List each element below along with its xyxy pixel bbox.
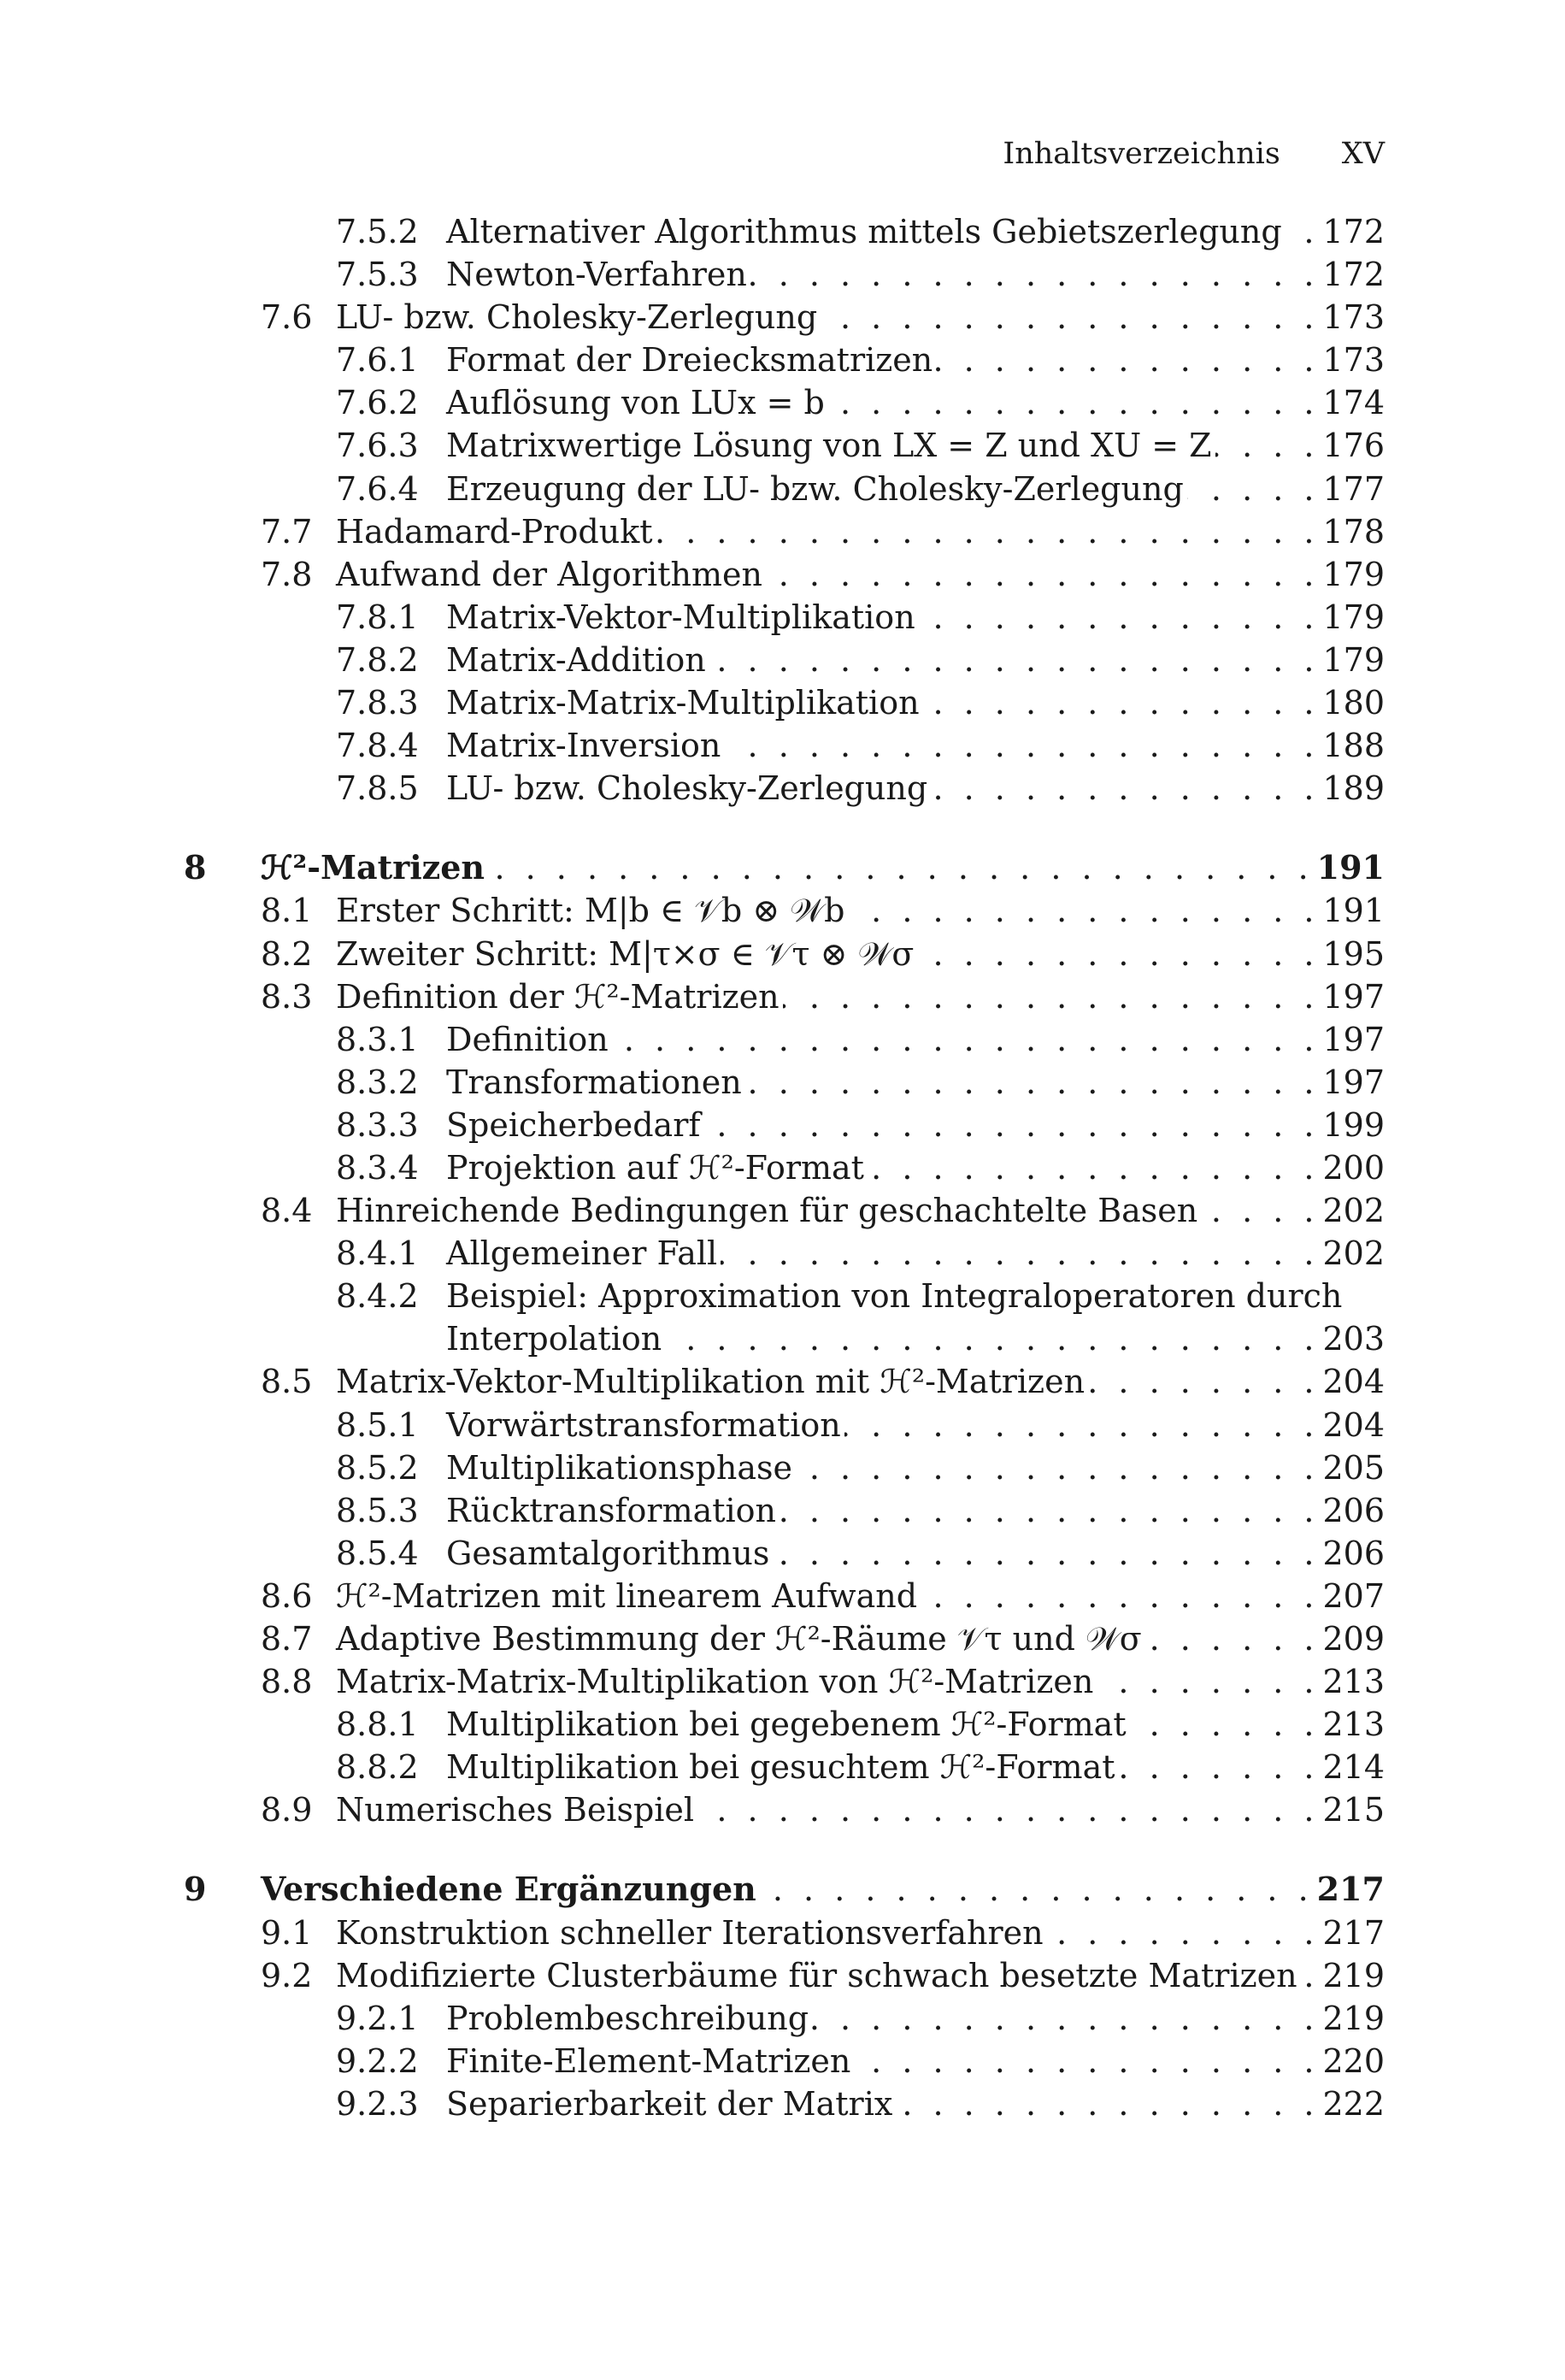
toc-entry-title: Erzeugung der LU- bzw. Cholesky-Zerlegung	[446, 469, 1184, 508]
toc-entry-page: 209	[1322, 1620, 1385, 1658]
toc-entry-title: Beispiel: Approximation von Integraloperatoren durch	[446, 1277, 1343, 1316]
toc-entry-title: Problembeschreibung	[446, 1999, 809, 2037]
toc-entry-number: 8.3.4	[336, 1148, 419, 1187]
toc-entry-number: 8.8.2	[336, 1748, 419, 1787]
toc-leader-dots	[745, 1061, 1320, 1104]
toc-entry-number: 9.1	[261, 1913, 313, 1952]
toc-entry-number: 7.8.2	[336, 640, 419, 679]
toc-entry-title: Rücktransformation	[446, 1491, 777, 1529]
toc-leader-dots	[848, 889, 1319, 932]
toc-entry-page: 191	[1316, 848, 1385, 887]
toc-entry-title: Gesamtalgorithmus	[446, 1534, 770, 1572]
toc-entry-number: 8.5	[261, 1363, 313, 1401]
toc-entry-number: 7.6.1	[336, 341, 419, 380]
toc-entry-page: 197	[1322, 977, 1385, 1016]
toc-chapter-entry[interactable]	[0, 846, 1565, 889]
toc-entry-title: Hinreichende Bedingungen für geschachtelte Basen	[336, 1192, 1198, 1230]
toc-entry-page: 222	[1322, 2084, 1385, 2123]
toc-leader-dots	[1145, 1617, 1320, 1660]
toc-entry-page: 172	[1322, 213, 1385, 250]
toc-leader-dots	[868, 1146, 1320, 1189]
toc-entry[interactable]	[0, 253, 1565, 296]
toc-entry-page: 189	[1322, 769, 1385, 808]
toc-leader-dots	[1130, 1703, 1320, 1746]
toc-entry-title: Transformationen	[446, 1063, 742, 1101]
toc-entry-page: 207	[1322, 1576, 1385, 1615]
toc-leader-dots	[721, 1232, 1319, 1275]
toc-entry[interactable]	[0, 1532, 1565, 1575]
toc-entry-title: Zweiter Schritt: M|τ×σ ∈ 𝒱τ ⊗ 𝒲σ	[336, 934, 915, 973]
toc-entry-page: 191	[1322, 892, 1385, 930]
toc-entry[interactable]	[0, 889, 1565, 932]
toc-leader-dots	[812, 1997, 1319, 2040]
toc-entry-page: 205	[1322, 1448, 1385, 1487]
toc-leader-dots	[1047, 1912, 1320, 1954]
toc-entry[interactable]	[0, 681, 1565, 724]
toc-entry-page: 174	[1322, 384, 1385, 422]
toc-leader-dots	[656, 510, 1320, 553]
toc-entry[interactable]	[0, 1912, 1565, 1954]
toc-entry-number: 9.2.3	[336, 2084, 419, 2123]
toc-entry-title: Multiplikation bei gesuchtem ℋ²-Format	[446, 1748, 1115, 1787]
toc-entry[interactable]	[0, 1575, 1565, 1617]
toc-entry[interactable]	[0, 1788, 1565, 1831]
toc-entry[interactable]	[0, 1954, 1565, 1997]
toc-entry-page: 220	[1322, 2041, 1385, 2080]
toc-entry-page: 200	[1322, 1148, 1385, 1187]
toc-leader-dots	[828, 381, 1320, 424]
toc-entry-page: 213	[1322, 1705, 1385, 1744]
toc-leader-dots	[724, 724, 1319, 767]
toc-chapter-entry[interactable]	[0, 1868, 1565, 1911]
toc-entry-page: 179	[1322, 640, 1385, 679]
toc-entry[interactable]	[0, 1061, 1565, 1104]
toc-entry-page: 173	[1322, 298, 1385, 337]
toc-leader-dots	[1301, 1954, 1320, 1997]
toc-entry-page: 179	[1322, 598, 1385, 636]
toc-entry[interactable]	[0, 339, 1565, 381]
toc-entry[interactable]	[0, 424, 1565, 467]
toc-entry[interactable]	[0, 1146, 1565, 1189]
toc-entry-page: 179	[1322, 555, 1385, 593]
toc-entry[interactable]	[0, 2040, 1565, 2082]
toc-leader-dots	[1201, 1189, 1319, 1232]
toc-entry[interactable]	[0, 468, 1565, 510]
toc-entry-title: LU- bzw. Cholesky-Zerlegung	[446, 769, 928, 808]
toc-entry-number: 9.2.1	[336, 1999, 419, 2037]
toc-entry-title: Matrix-Vektor-Multiplikation	[446, 598, 915, 636]
toc-entry-page: 215	[1322, 1791, 1385, 1829]
toc-entry-page: 214	[1322, 1748, 1385, 1787]
toc-leader-dots	[760, 1868, 1314, 1911]
toc-leader-dots	[821, 296, 1319, 339]
toc-leader-dots	[488, 846, 1314, 889]
toc-entry-title: Matrix-Vektor-Multiplikation mit ℋ²-Matrizen	[336, 1363, 1085, 1401]
toc-entry-number: 8.5.1	[336, 1405, 419, 1444]
toc-leader-dots	[612, 1018, 1320, 1061]
toc-entry-continuation[interactable]	[0, 1317, 1565, 1360]
toc-entry-number: 8	[184, 848, 207, 887]
toc-leader-dots	[896, 2082, 1319, 2125]
toc-entry-title: Numerisches Beispiel	[336, 1791, 695, 1829]
toc-entry-number: 8.3.3	[336, 1105, 419, 1144]
toc-entry-number: 8.8.1	[336, 1705, 419, 1744]
toc-entry-title: Speicherbedarf	[446, 1105, 701, 1144]
toc-entry-title: Verschiedene Ergänzungen	[261, 1870, 756, 1909]
toc-entry-page: 204	[1322, 1405, 1385, 1444]
toc-entry-number: 8.4	[261, 1192, 313, 1230]
toc-entry-page: 197	[1322, 1063, 1385, 1101]
toc-entry-title: Multiplikationsphase	[446, 1448, 792, 1487]
toc-entry-page: 213	[1322, 1663, 1385, 1701]
toc-entry-number: 8.5.2	[336, 1448, 419, 1487]
toc-entry-title: Matrixwertige Lösung von LX = Z und XU = Z	[446, 427, 1212, 465]
toc-entry-title: Konstruktion schneller Iterationsverfahren	[336, 1913, 1044, 1952]
toc-entry-title: ℋ²-Matrizen mit linearem Aufwand	[336, 1576, 918, 1615]
toc-entry-number: 9.2	[261, 1956, 313, 1994]
toc-entry-number: 7.6.2	[336, 384, 419, 422]
toc-entry[interactable]	[0, 510, 1565, 553]
toc-entry-page: 180	[1322, 684, 1385, 722]
toc-leader-dots	[750, 253, 1320, 296]
toc-entry-page: 177	[1322, 469, 1385, 508]
header-title: Inhaltsverzeichnis	[1003, 137, 1280, 171]
toc-leader-dots	[1215, 424, 1320, 467]
toc-leader-dots	[1097, 1660, 1319, 1703]
toc-entry[interactable]	[0, 596, 1565, 639]
toc-entry-number: 8.3.1	[336, 1020, 419, 1058]
toc-entry-number: 9	[184, 1870, 207, 1909]
toc-entry[interactable]	[0, 553, 1565, 596]
toc-entry-multiline[interactable]	[0, 1275, 1565, 1317]
toc-entry[interactable]	[0, 1746, 1565, 1788]
toc-entry-title: ℋ²-Matrizen	[261, 848, 485, 887]
toc-entry-page: 217	[1322, 1913, 1385, 1952]
chapter-spacer	[0, 1831, 1565, 1868]
toc-entry-number: 8.5.3	[336, 1491, 419, 1529]
toc-entry-title: Matrix-Inversion	[446, 727, 721, 765]
toc-entry-number: 7.8.3	[336, 684, 419, 722]
toc-entry[interactable]	[0, 1660, 1565, 1703]
toc-entry-title: Projektion auf ℋ²-Format	[446, 1148, 864, 1187]
toc-entry-page: 202	[1322, 1234, 1385, 1273]
toc-entry-number: 8.4.1	[336, 1234, 419, 1273]
chapter-spacer	[0, 810, 1565, 846]
toc-entry-number: 8.2	[261, 934, 313, 973]
toc-leader-dots	[783, 975, 1320, 1018]
toc-entry[interactable]	[0, 1997, 1565, 2040]
toc-leader-dots	[919, 596, 1320, 639]
toc-entry-number: 8.3	[261, 977, 313, 1016]
toc-entry-number: 8.8	[261, 1663, 313, 1701]
toc-entry-page: 204	[1322, 1363, 1385, 1401]
toc-leader-dots	[1286, 210, 1320, 253]
toc-entry-title: Allgemeiner Fall	[446, 1234, 718, 1273]
toc-leader-dots	[1187, 468, 1320, 510]
toc-entry-page: 219	[1322, 1999, 1385, 2037]
toc-leader-dots	[703, 1104, 1319, 1146]
toc-entry-title: Erster Schritt: M|b ∈ 𝒱b ⊗ 𝒲b	[336, 892, 845, 930]
toc-entry-title: Separierbarkeit der Matrix	[446, 2084, 893, 2123]
toc-entry-title: Matrix-Addition	[446, 640, 706, 679]
toc-leader-dots	[766, 553, 1320, 596]
toc-entry-title: Format der Dreiecksmatrizen	[446, 341, 933, 380]
toc-entry-page: 206	[1322, 1491, 1385, 1529]
toc-entry-page: 195	[1322, 934, 1385, 973]
toc-entry-title: Definition	[446, 1020, 609, 1058]
toc-entry[interactable]	[0, 1104, 1565, 1146]
toc-entry-page: 178	[1322, 512, 1385, 551]
toc-entry[interactable]	[0, 1360, 1565, 1403]
toc-entry-number: 7.8.1	[336, 598, 419, 636]
toc-leader-dots	[854, 2040, 1319, 2082]
toc-leader-dots	[773, 1532, 1319, 1575]
toc-entry-title: Matrix-Matrix-Multiplikation	[446, 684, 920, 722]
toc-entry-number: 7.8	[261, 555, 313, 593]
toc-entry-number: 8.3.2	[336, 1063, 419, 1101]
toc-entry-title: Newton-Verfahren	[446, 256, 747, 294]
toc-entry-page: 219	[1322, 1956, 1385, 1994]
toc-entry-page: 217	[1316, 1870, 1385, 1909]
toc-entry[interactable]	[0, 2082, 1565, 2125]
toc-entry-number: 8.7	[261, 1620, 313, 1658]
toc-entry-number: 7.6.3	[336, 427, 419, 465]
toc-entry-number: 7.6.4	[336, 469, 419, 508]
toc-entry[interactable]	[0, 1617, 1565, 1660]
toc-entry[interactable]	[0, 296, 1565, 339]
toc-entry-title: Finite-Element-Matrizen	[446, 2041, 851, 2080]
toc-entry[interactable]	[0, 1189, 1565, 1232]
toc-entry-number: 9.2.2	[336, 2041, 419, 2080]
toc-entry[interactable]	[0, 1018, 1565, 1061]
toc-entry[interactable]	[0, 381, 1565, 424]
toc-entry-title: Aufwand der Algorithmen	[336, 555, 762, 593]
toc-entry[interactable]	[0, 975, 1565, 1018]
toc-entry-number: 7.7	[261, 512, 313, 551]
header-page-number: XV	[1341, 137, 1385, 171]
toc-entry-title: Vorwärtstransformation	[446, 1405, 841, 1444]
toc-entry[interactable]	[0, 1446, 1565, 1489]
toc-leader-dots	[917, 933, 1319, 975]
toc-leader-dots	[796, 1446, 1319, 1489]
toc-leader-dots	[923, 681, 1320, 724]
toc-entry-page: 199	[1322, 1105, 1385, 1144]
toc-entry-number: 7.8.4	[336, 727, 419, 765]
toc-entry-number: 7.5.3	[336, 256, 419, 294]
toc-leader-dots	[1119, 1746, 1320, 1788]
toc-entry-page: 188	[1322, 727, 1385, 765]
toc-entry[interactable]	[0, 1703, 1565, 1746]
toc-leader-dots	[921, 1575, 1319, 1617]
toc-entry-number: 7.5.2	[336, 213, 419, 250]
table-of-contents	[0, 210, 1565, 2125]
toc-entry-page: 172	[1322, 256, 1385, 294]
toc-entry-title: Hadamard-Produkt	[336, 512, 653, 551]
toc-entry-title: Modifizierte Clusterbäume für schwach besetzte Matrizen	[336, 1956, 1297, 1994]
toc-leader-dots	[780, 1489, 1319, 1532]
toc-entry[interactable]	[0, 1232, 1565, 1275]
toc-entry-page: 202	[1322, 1192, 1385, 1230]
toc-entry[interactable]	[0, 210, 1565, 253]
toc-leader-dots	[709, 639, 1320, 681]
toc-entry[interactable]	[0, 724, 1565, 767]
toc-entry-title: Adaptive Bestimmung der ℋ²-Räume 𝒱τ und 𝒲σ	[336, 1620, 1142, 1658]
toc-entry[interactable]	[0, 639, 1565, 681]
toc-entry-page: 203	[1322, 1320, 1385, 1358]
toc-entry-number: 7.6	[261, 298, 313, 337]
toc-leader-dots	[931, 767, 1319, 810]
toc-entry-number: 7.8.5	[336, 769, 419, 808]
toc-entry-page: 206	[1322, 1534, 1385, 1572]
toc-entry-title: Alternativer Algorithmus mittels Gebietszerlegung	[446, 213, 1282, 250]
toc-entry-title: Auflösung von LUx = b	[446, 384, 825, 422]
toc-entry[interactable]	[0, 1489, 1565, 1532]
toc-entry-page: 197	[1322, 1020, 1385, 1058]
toc-entry-number: 8.5.4	[336, 1534, 419, 1572]
toc-entry-number: 8.1	[261, 892, 313, 930]
toc-leader-dots	[936, 339, 1319, 381]
toc-entry-title: LU- bzw. Cholesky-Zerlegung	[336, 298, 818, 337]
toc-entry-page: 176	[1322, 427, 1385, 465]
toc-entry-number: 8.9	[261, 1791, 313, 1829]
toc-leader-dots	[697, 1788, 1319, 1831]
toc-leader-dots	[1088, 1360, 1319, 1403]
toc-entry-title: Definition der ℋ²-Matrizen	[336, 977, 780, 1016]
toc-entry[interactable]	[0, 767, 1565, 810]
toc-entry-title-continuation: Interpolation	[446, 1320, 662, 1358]
toc-entry-number: 8.6	[261, 1576, 313, 1615]
toc-entry[interactable]	[0, 933, 1565, 975]
toc-entry[interactable]	[0, 1404, 1565, 1446]
toc-entry-number: 8.4.2	[336, 1277, 419, 1316]
toc-leader-dots	[844, 1404, 1320, 1446]
toc-entry-page: 173	[1322, 341, 1385, 380]
toc-leader-dots	[665, 1317, 1319, 1360]
running-header	[0, 137, 1385, 171]
toc-entry-title: Multiplikation bei gegebenem ℋ²-Format	[446, 1705, 1127, 1744]
toc-entry-title: Matrix-Matrix-Multiplikation von ℋ²-Matrizen	[336, 1663, 1094, 1701]
